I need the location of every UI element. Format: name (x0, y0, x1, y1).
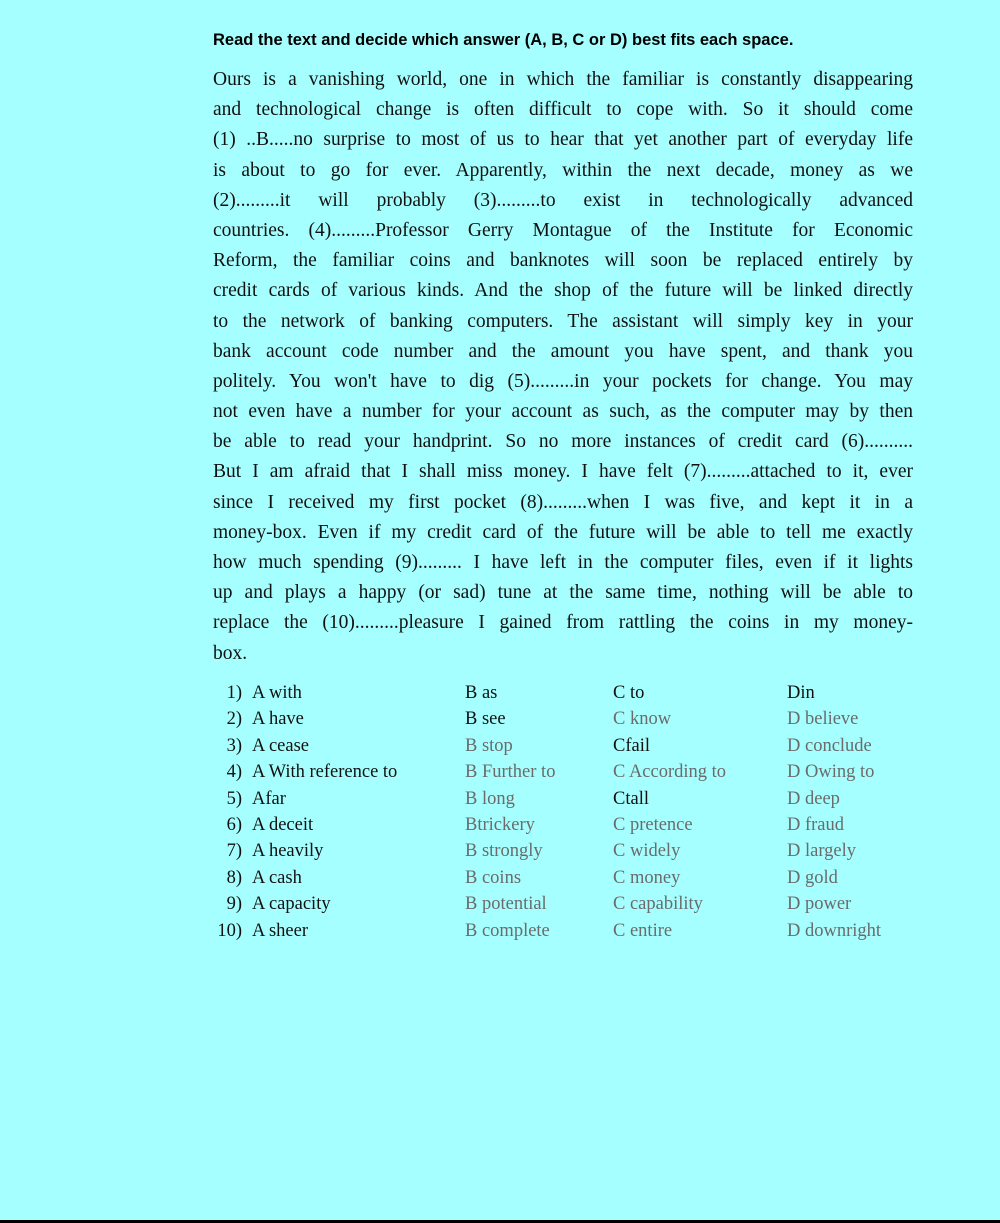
option-a[interactable]: A cease (252, 735, 310, 756)
question-number: 10) (217, 920, 242, 941)
option-a[interactable]: Afar (252, 788, 286, 809)
passage-line: replace the (10).........pleasure I gained from rattling the coins in my money- (213, 612, 913, 634)
passage-line: to the network of banking computers. The assistant will simply key in your (213, 310, 913, 332)
option-a[interactable]: A With reference to (252, 762, 398, 783)
option-c[interactable]: C widely (613, 841, 681, 862)
passage-line: (2).........it will probably (3).........to exist in technologically advanced (213, 189, 913, 211)
option-d[interactable]: D believe (787, 709, 859, 730)
passage-line: is about to go for ever. Apparently, within the next decade, money as we (213, 159, 913, 181)
option-c[interactable]: C to (613, 683, 645, 703)
option-row (212, 865, 932, 891)
option-c[interactable]: C pretence (613, 814, 693, 835)
answer-options-table (212, 680, 932, 944)
option-a[interactable]: A capacity (252, 894, 331, 915)
option-b[interactable]: B coins (465, 867, 522, 888)
option-b[interactable]: B complete (465, 920, 550, 941)
option-d[interactable]: D fraud (787, 814, 845, 835)
option-row (212, 891, 932, 917)
question-number: 3) (226, 735, 242, 756)
question-number: 6) (226, 814, 242, 835)
option-c[interactable]: C know (613, 709, 672, 730)
option-row (212, 733, 932, 759)
option-d[interactable]: D power (787, 894, 852, 915)
option-c[interactable]: C entire (613, 920, 673, 941)
option-a[interactable]: A have (252, 709, 304, 730)
option-b[interactable]: B stop (465, 735, 513, 756)
option-b[interactable]: B long (465, 788, 515, 809)
question-number: 9) (226, 894, 242, 915)
option-c[interactable]: Ctall (613, 788, 649, 809)
passage-line: (1) ..B.....no surprise to most of us to hear that yet another part of everyday life (213, 129, 913, 151)
option-a[interactable]: A with (252, 683, 302, 703)
question-number: 2) (226, 709, 242, 730)
option-d[interactable]: Din (787, 683, 815, 703)
passage-line: box. (213, 642, 248, 664)
passage-line: not even have a number for your account as such, as the computer may by then (213, 401, 913, 423)
option-d[interactable]: D deep (787, 788, 840, 809)
option-row (212, 812, 932, 838)
option-d[interactable]: D downright (787, 920, 882, 941)
option-b[interactable]: B as (465, 683, 498, 703)
passage-line: up and plays a happy (or sad) tune at the same time, nothing will be able to (213, 582, 913, 604)
option-b[interactable]: B potential (465, 894, 547, 915)
passage-line: money-box. Even if my credit card of the future will be able to tell me exactly (213, 521, 913, 543)
passage-line: be able to read your handprint. So no more instances of credit card (6).......... (213, 431, 913, 453)
option-a[interactable]: A heavily (252, 841, 324, 862)
passage-line: But I am afraid that I shall miss money. I have felt (7).........attached to it, ever (213, 461, 913, 483)
question-number: 1) (226, 683, 242, 703)
option-a[interactable]: A deceit (252, 814, 314, 835)
option-row (212, 918, 932, 944)
passage-line: since I received my first pocket (8).........when I was five, and kept it in a (213, 491, 913, 513)
passage-line: how much spending (9)......... I have left in the computer files, even if it lights (213, 552, 913, 573)
question-number: 7) (226, 841, 242, 862)
option-d[interactable]: D conclude (787, 735, 872, 756)
option-row (212, 838, 932, 864)
passage-text (213, 65, 913, 669)
passage-line: bank account code number and the amount you have spent, and thank you (213, 340, 913, 362)
passage-line: and technological change is often difficult to cope with. So it should come (213, 99, 913, 121)
passage-line: politely. You won't have to dig (5).........in your pockets for change. You may (213, 370, 913, 392)
option-c[interactable]: C According to (613, 762, 727, 783)
option-row (212, 680, 932, 706)
question-number: 8) (226, 867, 242, 888)
option-row (212, 786, 932, 812)
option-b[interactable]: Btrickery (465, 814, 535, 835)
option-d[interactable]: D largely (787, 841, 857, 862)
option-b[interactable]: B strongly (465, 841, 543, 862)
passage-line: credit cards of various kinds. And the shop of the future will be linked directly (213, 280, 913, 302)
option-c[interactable]: C capability (613, 894, 703, 915)
passage-line: Reform, the familiar coins and banknotes will soon be replaced entirely by (213, 250, 913, 272)
option-b[interactable]: B see (465, 709, 506, 730)
option-d[interactable]: D gold (787, 867, 838, 888)
option-c[interactable]: C money (613, 867, 681, 888)
option-a[interactable]: A cash (252, 867, 302, 888)
option-row (212, 759, 932, 785)
option-a[interactable]: A sheer (252, 920, 308, 941)
passage-line: Ours is a vanishing world, one in which the familiar is constantly disappearing (213, 69, 913, 90)
option-b[interactable]: B Further to (465, 762, 556, 783)
question-number: 5) (226, 788, 242, 809)
instruction-heading: Read the text and decide which answer (A, B, C or D) best fits each space. (213, 31, 794, 49)
option-row (212, 706, 932, 732)
passage-line: countries. (4).........Professor Gerry Montague of the Institute for Economic (213, 219, 913, 241)
option-d[interactable]: D Owing to (787, 762, 875, 783)
option-c[interactable]: Cfail (613, 735, 650, 756)
question-number: 4) (226, 762, 242, 783)
